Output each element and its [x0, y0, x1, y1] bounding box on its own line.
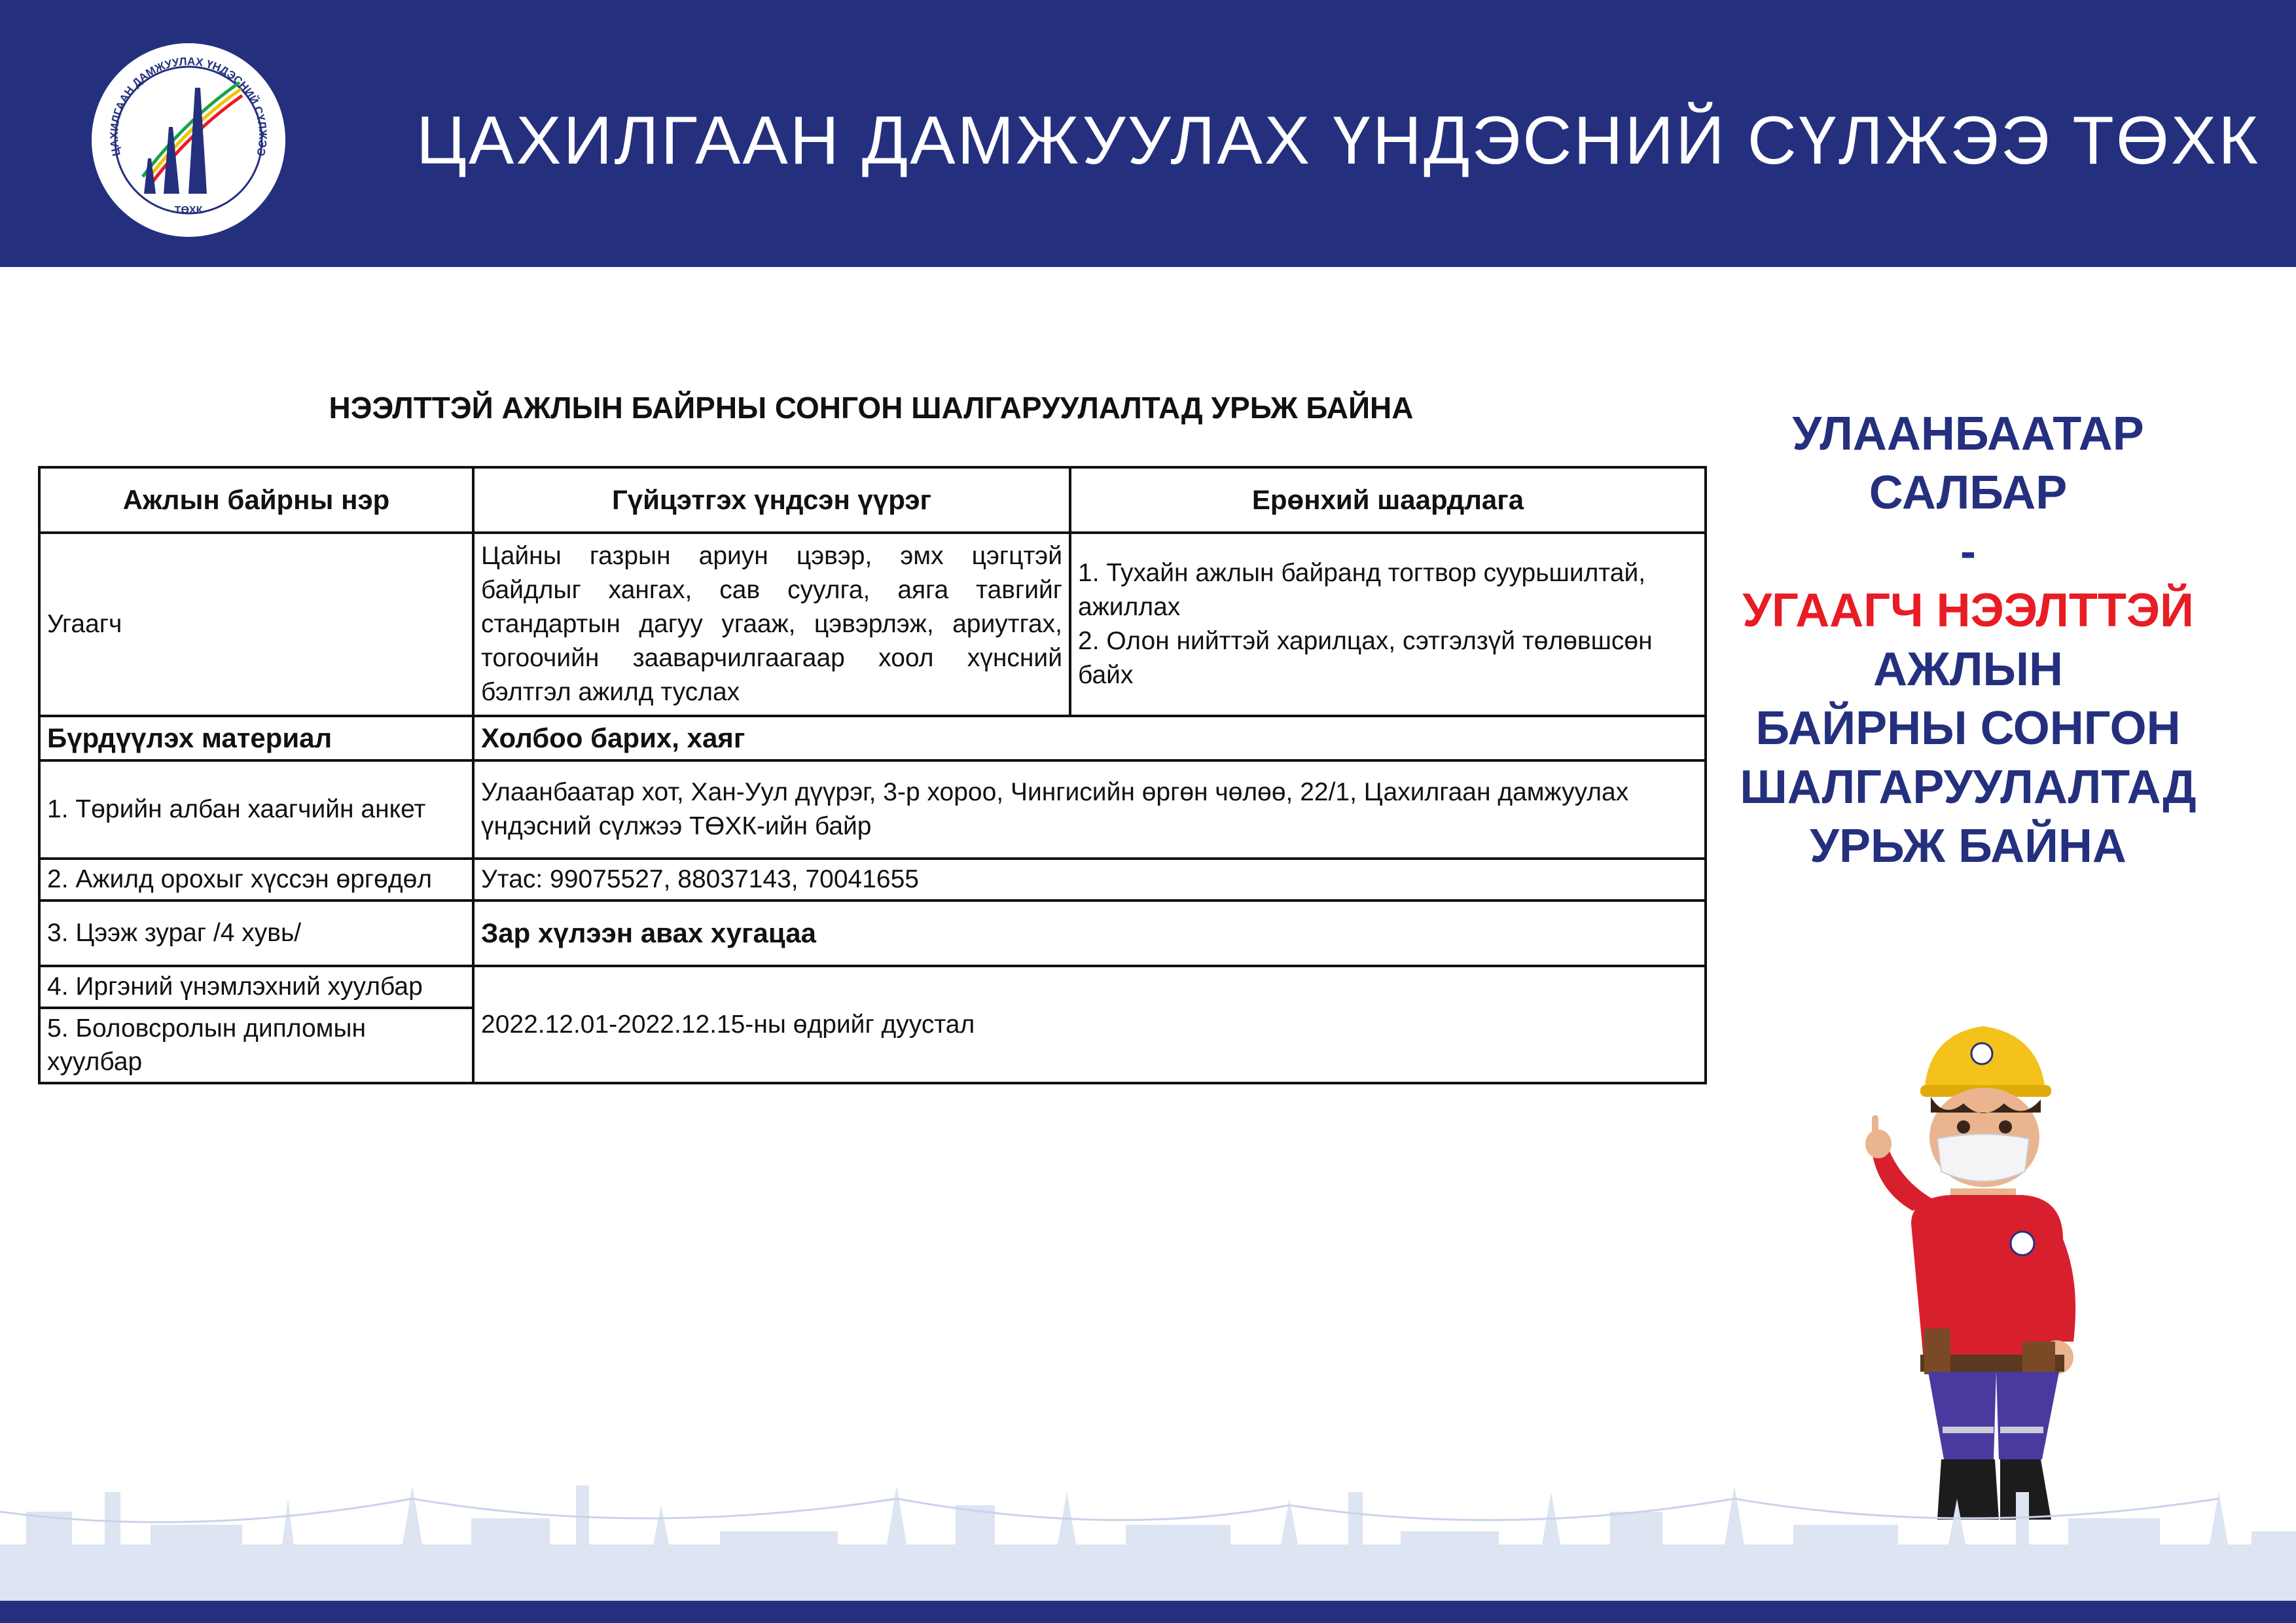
material-item-1: 1. Төрийн албан хаагчийн анкет [39, 760, 473, 859]
phone-cell: Утас: 99075527, 88037143, 70041655 [473, 859, 1706, 901]
side-line-5: АЖЛЫН [1873, 643, 2064, 696]
header-banner [0, 0, 2296, 267]
requirement-1: 1. Тухайн ажлын байранд тогтвор суурьшилтай, ажиллах [1078, 559, 1646, 622]
material-item-2: 2. Ажилд орохыг хүссэн өргөдөл [39, 859, 473, 901]
side-line-7: ШАЛГАРУУЛАЛТАД [1740, 761, 2197, 813]
side-line-6: БАЙРНЫ СОНГОН [1755, 702, 2181, 755]
deadline-cell: 2022.12.01-2022.12.15-ны өдрийг дуустал [473, 966, 1706, 1084]
table-row-subheaders [39, 716, 1706, 760]
material-item-5: 5. Боловсролын дипломын хуулбар [39, 1008, 473, 1084]
industrial-skyline [0, 1472, 2296, 1603]
side-line-position: УГААГЧ НЭЭЛТТЭЙ [1742, 584, 2194, 637]
footer-bar [0, 1601, 2296, 1623]
contact-header: Холбоо барих, хаяг [473, 716, 1706, 760]
header-requirements: Ерөнхий шаардлага [1070, 467, 1706, 533]
material-item-4: 4. Иргэний үнэмлэхний хуулбар [39, 966, 473, 1008]
company-title: ЦАХИЛГААН ДАМЖУУЛАХ ҮНДЭСНИЙ СҮЛЖЭЭ ТӨХК [416, 103, 2260, 179]
table-row [39, 966, 1706, 1008]
materials-header: Бүрдүүлэх материал [39, 716, 473, 760]
notice-heading: НЭЭЛТТЭЙ АЖЛЫН БАЙРНЫ СОНГОН ШАЛГАРУУЛАЛТАД УРЬЖ БАЙНА [329, 391, 1414, 425]
address-cell: Улаанбаатар хот, Хан-Уул дүүрэг, 3-р хороо, Чингисийн өргөн чөлөө, 22/1, Цахилгаан дамжуулах үндэсний сүлжээ ТӨХК-ийн байр [473, 760, 1706, 859]
side-line-dash: - [1960, 526, 1976, 578]
table-header-row [39, 467, 1706, 533]
header-duties: Гүйцэтгэх үндсэн үүрэг [473, 467, 1070, 533]
side-line-8: УРЬЖ БАЙНА [1810, 820, 2126, 872]
logo-bottom-text: ТӨХК [174, 205, 203, 216]
header-job-name: Ажлын байрны нэр [39, 467, 473, 533]
table-row-job [39, 533, 1706, 716]
job-requirements-cell [1070, 533, 1706, 716]
table-row [39, 760, 1706, 859]
deadline-header: Зар хүлээн авах хугацаа [473, 901, 1706, 966]
job-table [38, 466, 1707, 1084]
svg-text:ЦАХИЛГААН ДАМЖУУЛАХ ҮНДЭСНИЙ С: ЦАХИЛГААН ДАМЖУУЛАХ ҮНДЭСНИЙ СҮЛЖЭЭ [107, 55, 270, 158]
side-title [1710, 404, 2227, 876]
company-logo [90, 42, 287, 238]
material-item-3: 3. Цээж зураг /4 хувь/ [39, 901, 473, 966]
side-line-branch: САЛБАР [1869, 467, 2068, 519]
job-duties-cell: Цайны газрын ариун цэвэр, эмх цэгцтэй байдлыг хангах, сав суулга, аяга тавгийг стандартын дагуу угааж, цэвэрлэж, ариутгах, тогоочийн зааварчилгаагаар хоол хүнсний бэлтгэл ажилд туслах [473, 533, 1070, 716]
table-row [39, 901, 1706, 966]
table-row [39, 859, 1706, 901]
requirement-2: 2. Олон нийттэй харилцах, сэтгэлзүй төлөвшсөн байх [1078, 627, 1653, 689]
job-name-cell: Угаагч [39, 533, 473, 716]
side-line-city: УЛААНБААТАР [1792, 408, 2144, 460]
mascot-illustration [1865, 975, 2147, 1525]
